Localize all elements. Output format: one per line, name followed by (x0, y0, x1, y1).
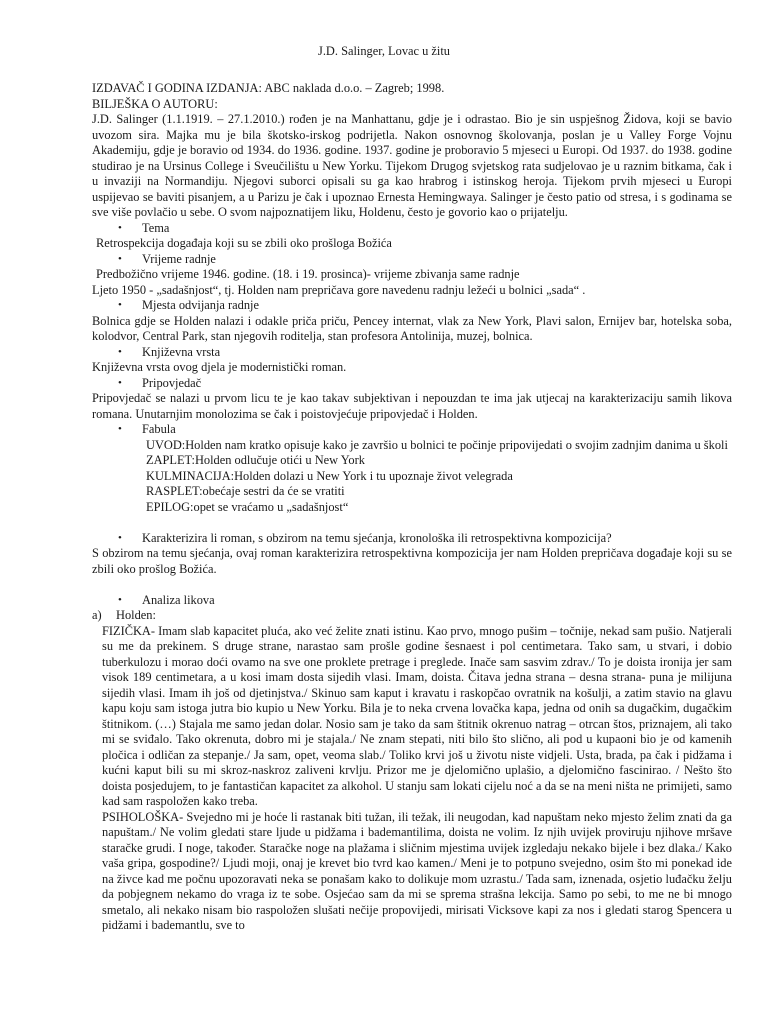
pripovjedac-text: Pripovjedač se nalazi u prvom licu te je kao takav subjektivan i nepouzdan te ima jak utjecaj na karakterizaciju samih likova romana. Unutarnjim monolozima se čak i poistovjećuje pripovjedač i Holden. (92, 391, 732, 421)
mjesta-text: Bolnica gdje se Holden nalazi i odakle priča priču, Pencey internat, vlak za New York, Plavi salon, Ernijev bar, hotelska soba, kolodvor, Central Park, stan njegovih roditelja, stan profesora Antolinija, muzej, bolnica. (92, 313, 732, 343)
bullet-icon: • (118, 221, 122, 234)
fabula-list (92, 438, 732, 516)
fabula-label: Fabula (142, 422, 176, 436)
document-title: J.D. Salinger, Lovac u žitu (318, 44, 450, 58)
bullet-tema (92, 221, 732, 237)
mjesta-label: Mjesta odvijanja radnje (142, 298, 259, 312)
bullet-icon: • (118, 345, 122, 358)
vrijeme-label: Vrijeme radnje (142, 251, 216, 266)
bullet-mjesta (92, 298, 732, 314)
bullet-question (92, 531, 732, 547)
psiholoska-paragraph: PSIHOLOŠKA- Svejedno mi je hoće li rastanak biti tužan, ili težak, ili neugodan, kad napuštam neko mjesto želim znati da ga napuštam./ Ne volim gledati stare ljude u pidžama i bademantilima, doista ne volim. Iz njih uvijek proviruju njihove mršave staračke grudi. I noge, također. Staračke noge na plažama i sličnim mjestima uvijek izgledaju nekako bijele i bez dlaka./ Kako vaša gripa, gospodine?/ Ljudi moji, onaj je krevet bio tvrd kao kamen./ Meni je to potpuno svejedno, osim što mi ponekad ide na živce kad me počnu upozoravati neka se ponašam kako to dolikuje mom uzrastu./ Tada sam, iznenada, osjetio luđačku želju da pobjegnem nekamo do vraga iz te sobe. Osjećao sam da mi se sprema strašna lekcija. Samo po sebi, to me ne bi mnogo smetalo, ali nekako nisam bio raspoložen slušati nečije propovijedi, mirisati Vicksove kapi za nos i gledati starog Spencera u pidžami i bademantlu, sve to (102, 809, 732, 932)
answer-text: S obzirom na temu sjećanja, ovaj roman karakterizira retrospektivna kompozicija jer nam Holden prepričava događaje koji su se zbili oko prošlog Božića. (92, 546, 732, 576)
spacer (92, 577, 732, 593)
spacer (92, 515, 732, 531)
vrsta-label: Književna vrsta (142, 344, 221, 359)
bullet-icon: • (118, 252, 122, 265)
tema-label: Tema (142, 220, 170, 235)
bio-paragraph: J.D. Salinger (1.1.1919. – 27.1.2010.) rođen je na Manhattanu, gdje je i odrastao. Bio je sin uspješnog Židova, koji se bavio uvozom sira. Majka mu je bila škotsko-irskog podrijetla. Nakon osnovnog školovanja, poslan je u Valley Forge Vojnu Akademiju, gdje je boravio od 1934. do 1936. godine. 1937. godine je proboravio 5 mjeseci u Europi. Od 1937. do 1938. godine studirao je na Ursinus College i Sveučilištu u New Yorku. Tijekom Drugog svjetskog rata sudjelovao je u raznim bitkama, čak i u invaziji na Normandiju. Njegovi suborci opisali su ga kao hrabrog i istinskog heroja. Tijekom prvih mjeseci u Europi uspijevao se baviti pisanjem, a u Parizu je čak i upoznao Ernesta Hemingwaya. Salinger je često patio od stresa, i s godinama se sve više povlačio u sebe. O svom najpoznatijem liku, Holdenu, često je govorio kao o prijatelju. (92, 112, 732, 219)
vrijeme-text-1: Predbožično vrijeme 1946. godine. (18. i 19. prosinca)- vrijeme zbivanja same radnje (96, 267, 520, 281)
bullet-icon: • (118, 423, 122, 435)
fabula-item-kulminacija: KULMINACIJA:Holden dolazi u New York i tu upoznaje život velegrada (146, 468, 513, 483)
fabula-item-rasplet: RASPLET:obećaje sestri da će se vratiti (146, 484, 345, 498)
vrsta-text: Književna vrsta ovog djela je modernistički roman. (92, 360, 347, 374)
bullet-icon: • (118, 593, 122, 606)
fabula-item-epilog: EPILOG:opet se vraćamo u „sadašnjost“ (146, 499, 349, 514)
vrijeme-text-2: Ljeto 1950 - „sadašnjost“, tj. Holden nam prepričava gore navedenu radnju ležeći u bolnici „sada“ . (92, 282, 586, 297)
publisher-line: IZDAVAČ I GODINA IZDANJA: ABC naklada d.o.o. – Zagreb; 1998. (92, 81, 445, 95)
bullet-vrijeme (92, 252, 732, 268)
fabula-item-uvod: UVOD:Holden nam kratko opisuje kako je završio u bolnici te počinje pripovijedati o svojim zadnjim danima u školi (146, 437, 728, 452)
bullet-pripovjedac (92, 376, 732, 392)
bullet-vrsta (92, 345, 732, 361)
document-body (92, 81, 732, 934)
fabula-item-zaplet: ZAPLET:Holden odlučuje otići u New York (146, 453, 365, 467)
analiza-label: Analiza likova (142, 592, 215, 607)
pripovjedac-label: Pripovjedač (142, 375, 202, 390)
bio-heading: BILJEŠKA O AUTORU: (92, 96, 218, 111)
bullet-analiza (92, 593, 732, 609)
bullet-icon: • (118, 531, 122, 544)
question-text: Karakterizira li roman, s obzirom na temu sjećanja, kronološka ili retrospektivna kompozicija? (142, 530, 612, 545)
holden-marker: a) (92, 608, 102, 622)
holden-heading (92, 608, 732, 624)
holden-label: Holden: (116, 608, 156, 622)
tema-text: Retrospekcija događaja koji su se zbili oko prošloga Božića (96, 236, 392, 250)
bullet-icon: • (118, 299, 122, 311)
fizicka-paragraph: FIZIČKA- Imam slab kapacitet pluća, ako već želite znati istinu. Kao prvo, mnogo pušim – točnije, nekad sam pušio. Natjerali su me da prekinem. S druge strane, narastao sam prošle godine šesnaest i pol centimetara. Tako sam, u stvari, i dobio tuberkulozu i morao doći ovamo na sve one proklete pretrage i preglede. Inače sam sasvim zdrav./ To je doista ironija jer sam visok 189 centimetara, a u kosi imam dosta sijedih vlasi. Imam, doista. Čitava jedna strana – desna strana- puna je milijuna sijedih vlasi. Imam ih još od djetinjstva./ Skinuo sam kaput i kravatu i raskopčao ovratnik na košulji, a zatim stavio na glavu kapu koju sam istoga jutra bio kupio u New Yorku. Bila je to neka crvena lovačka kapa, jedna od onih sa dugačkim, dugačkim štitnikom. (…) Stajala me samo jedan dolar. Nosio sam je tako da sam štitnik okrenuo natrag – otrcan štos, priznajem, ali tako mi se sviđalo. Tako okrenuta, dobro mi je stajala./ Ne znam stepati, niti bilo što slično, ali pod u kupaoni bio je od kamenih pločica i odličan za stepanje./ Ja sam, opet, veoma slab./ Toliko krvi još u životu niste vidjeli. Usta, brada, pa čak i pidžama i kućni kaput bili su mi skroz-naskroz zaliveni krvlju. Prizor me je djelomično uplašio, a djelomično fascinirao. / Nešto što doista posjedujem, to je fantastičan kapacitet za alkohol. U stanju sam lokati cijelu noć a da se na meni ništa ne primijeti, samo kad sam raspoložen kako treba. (102, 623, 732, 808)
bullet-icon: • (118, 376, 122, 389)
bullet-fabula (92, 422, 732, 438)
